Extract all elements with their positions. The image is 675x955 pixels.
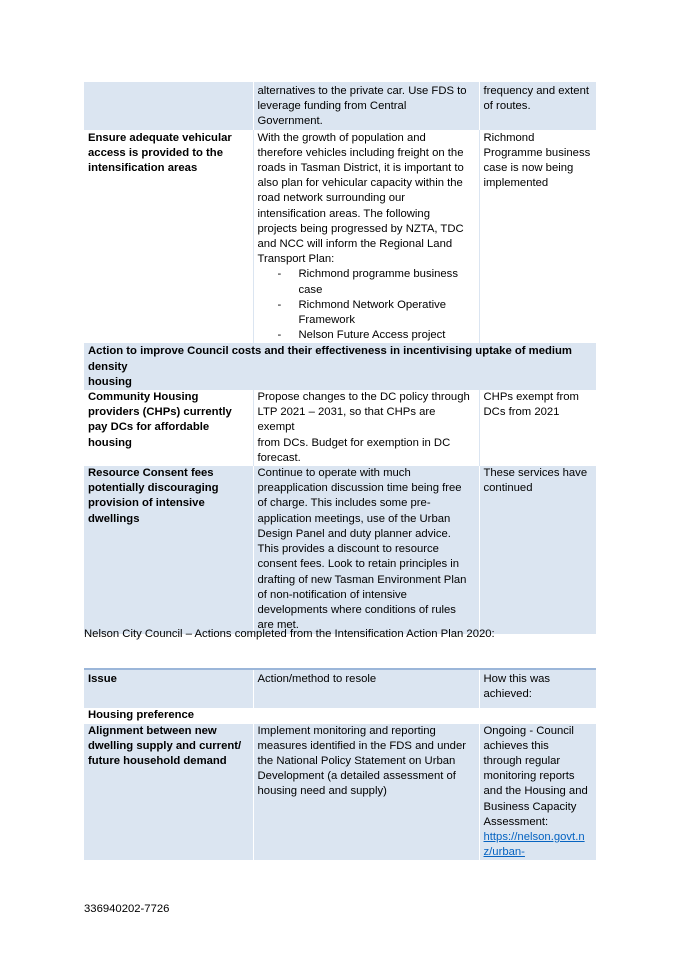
section-row <box>84 708 596 723</box>
issue-cell: Alignment between new dwelling supply and current/ future household demand <box>84 724 253 861</box>
table-header-row <box>84 669 596 708</box>
table-row <box>84 724 596 861</box>
list-item: - Nelson Future Access project <box>258 328 475 343</box>
table-row <box>84 466 596 634</box>
action-cell: Continue to operate with much preapplication discussion time being free of charge. This includes some pre- application meetings, use of the Urban Design Panel and duty planner advice. This provides a discount to resource consent fees. Look to retain principles in drafting of new Tasman Environment Plan of non-notification of intensive developments where conditions of rules are met. <box>253 466 479 634</box>
issue-cell: Ensure adequate vehicular access is provided to the intensification areas <box>88 131 232 175</box>
intro-paragraph: Nelson City Council – Actions completed from the Intensification Action Plan 2020: <box>84 628 495 640</box>
issue-cell <box>84 82 253 130</box>
bullet-dash: - <box>277 329 282 342</box>
result-cell: frequency and extent of routes. <box>479 82 596 130</box>
section-heading: Housing preference <box>84 708 596 723</box>
section-row <box>84 343 596 390</box>
result-cell: Richmond Programme business case is now being implemented <box>479 130 596 344</box>
section-heading: Action to improve Council costs and their effectiveness in incentivising uptake of medium density housing <box>84 343 596 390</box>
result-cell: CHPs exempt from DCs from 2021 <box>479 390 596 466</box>
action-cell: Propose changes to the DC policy through LTP 2021 – 2031, so that CHPs are exempt from DCs. Budget for exemption in DC forecast. <box>253 390 479 466</box>
issue-cell: Community Housing providers (CHPs) currently pay DCs for affordable housing <box>88 391 232 449</box>
header-action: Action/method to resole <box>253 669 479 708</box>
actions-table-tasman <box>84 82 596 634</box>
header-issue: Issue <box>84 669 253 708</box>
table-row <box>84 390 596 466</box>
document-id-footer: 336940202-7726 <box>84 903 170 915</box>
list-item: - Richmond programme business case <box>277 268 458 296</box>
actions-table-nelson <box>84 668 596 860</box>
bullet-dash: - <box>277 268 282 281</box>
result-cell: These services have continued <box>479 466 596 634</box>
urban-development-link[interactable]: https://nelson.govt.n z/urban- <box>483 831 585 859</box>
issue-cell: Resource Consent fees potentially discouraging provision of intensive dwellings <box>84 466 253 634</box>
bullet-dash: - <box>277 298 282 311</box>
list-item: - Richmond Network Operative Framework <box>277 298 447 327</box>
action-cell: Implement monitoring and reporting measures identified in the FDS and under the National Policy Statement on Urban Development (a detailed assessment of housing need and supply) <box>253 724 479 861</box>
project-list <box>258 267 475 343</box>
table-row <box>84 82 596 130</box>
action-cell: alternatives to the private car. Use FDS to leverage funding from Central Government. <box>253 82 479 130</box>
result-cell: Ongoing - Council achieves this through regular monitoring reports and the Housing and Business Capacity Assessment: https://nelson.govt.n z/urban- <box>479 724 596 861</box>
table-row <box>84 130 596 344</box>
header-result: How this was achieved: <box>479 669 596 708</box>
action-cell: With the growth of population and therefore vehicles including freight on the roads in Tasman District, it is important to also plan for vehicular capacity within the road network surrounding our intensification areas. The following projects being progressed by NZTA, TDC and NCC will inform the Regional Land Transport Plan: - Richmond programme business case - Richmond Network Operative Framework - Nelson Future Access project <box>253 130 479 344</box>
